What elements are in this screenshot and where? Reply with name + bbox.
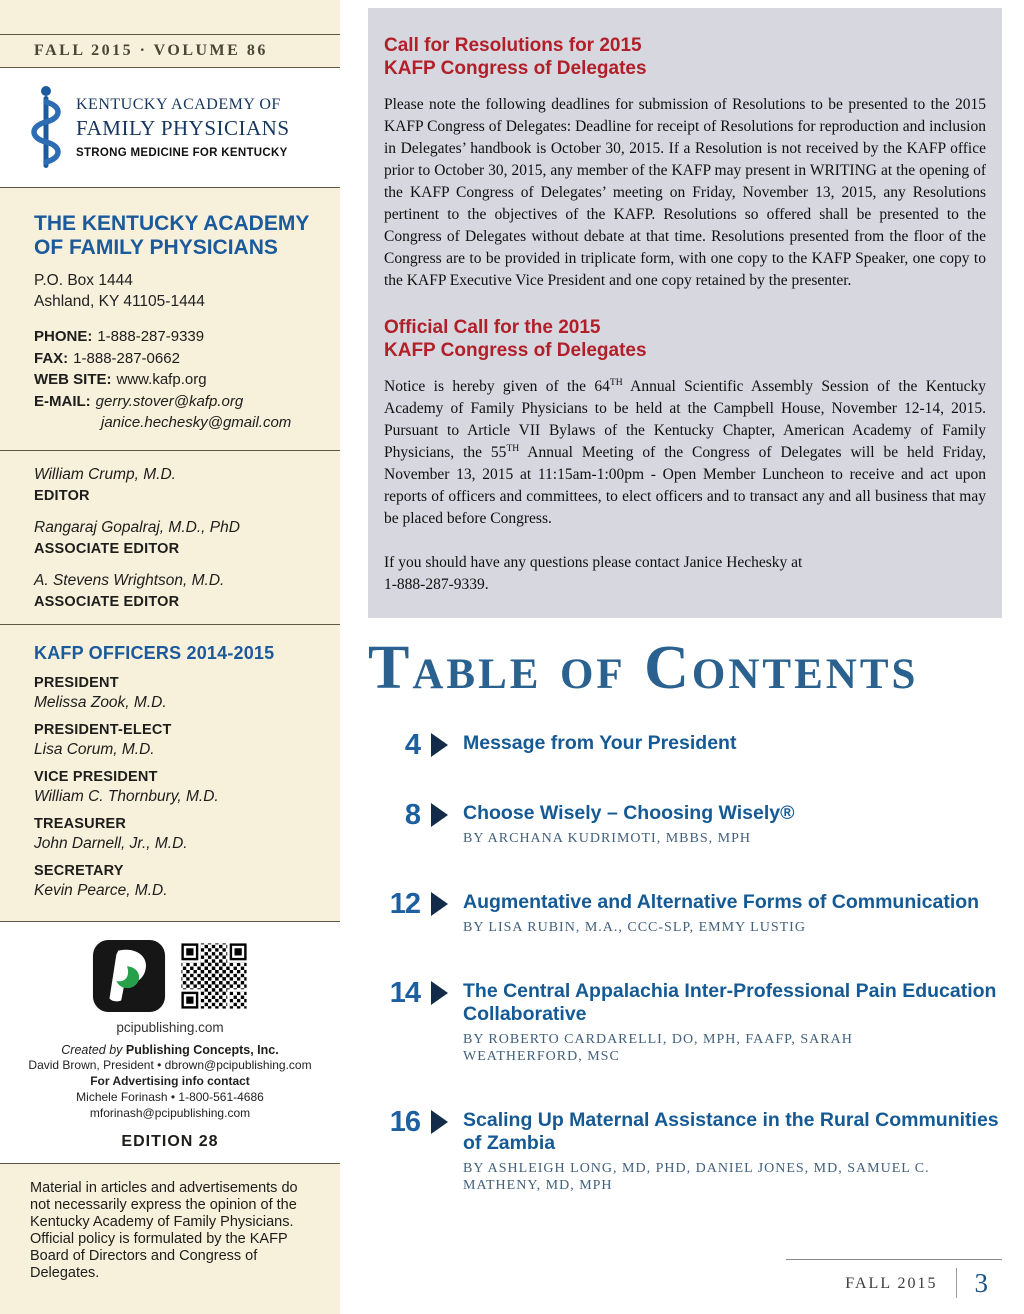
contact-value: 1-888-287-9339 — [97, 328, 205, 345]
toc-entry-body — [463, 980, 1002, 1065]
resolutions-notice-box — [368, 8, 1002, 618]
official-call-heading — [384, 316, 986, 362]
advertising-contact: Michele Forinash • 1-800-561-4686 — [76, 1089, 264, 1104]
toc-entry-title: Scaling Up Maternal Assistance in the Rural Communities of Zambia — [463, 1109, 999, 1154]
contact-row — [34, 326, 310, 348]
editor-name: Rangaraj Gopalraj, M.D., PhD — [34, 518, 240, 536]
heading-line1: Call for Resolutions for 2015 — [384, 35, 642, 56]
logo-name-line2: FAMILY PHYSICIANS — [76, 116, 290, 140]
editor-role: ASSOCIATE EDITOR — [34, 540, 180, 557]
arrow-right-icon — [431, 1110, 448, 1134]
editor-role: EDITOR — [34, 487, 90, 504]
toc-entry-body — [463, 1109, 1002, 1194]
officer-name: Lisa Corum, M.D. — [34, 740, 155, 758]
toc-entry-authors: BY ARCHANA KUDRIMOTI, MBBS, MPH — [463, 831, 751, 846]
officer-name: John Darnell, Jr., M.D. — [34, 834, 188, 852]
contact-list — [34, 326, 310, 434]
footer-issue-label: FALL 2015 — [845, 1275, 938, 1292]
pci-publishing-logo-icon — [91, 938, 167, 1014]
toc-entry-title: Choose Wisely – Choosing Wisely® — [463, 802, 795, 824]
org-address — [34, 270, 310, 312]
footer-page-number: 3 — [974, 1268, 988, 1298]
advertising-email: mforinash@pcipublishing.com — [89, 1105, 251, 1120]
officer-name: Melissa Zook, M.D. — [34, 693, 167, 711]
editor-name: A. Stevens Wrightson, M.D. — [34, 571, 225, 589]
official-call-paragraph: Notice is hereby given of the 64TH Annual Scientific Assembly Session of the Kentucky Academy of Family Physicians to be held at the Campbell House, November 12-14, 2015. Pursuant to Article VII Bylaws of the Kentucky Chapter, American Academy of Family Physicians, the 55TH Annual Meeting of the Congress of Delegates will be held Friday, November 13, 2015 at 11:15am-1:00pm - Open Member Luncheon to receive and act upon reports of officers and committees, to elect officers and to transact any and all business that may be placed before Congress. — [384, 376, 987, 527]
toc-entry-title: Augmentative and Alternative Forms of Communication — [463, 891, 980, 913]
toc-entry-authors: BY ASHLEIGH LONG, MD, PHD, DANIEL JONES, MD, SAMUEL C. MATHENY, MD, MPH — [463, 1161, 930, 1193]
publisher-logos — [10, 938, 330, 1014]
editor-entry — [34, 518, 310, 559]
toc-page-number: 8 — [404, 799, 420, 831]
officer-entry — [34, 768, 310, 807]
officer-role: VICE PRESIDENT — [34, 768, 158, 785]
arrow-right-icon — [431, 981, 448, 1005]
issue-volume-line: FALL 2015 · VOLUME 86 — [34, 42, 268, 59]
divider — [0, 624, 340, 625]
publisher-website: pcipublishing.com — [116, 1019, 224, 1035]
toc-entry-body — [463, 891, 979, 936]
page-footer — [786, 1259, 1002, 1298]
toc-entry[interactable] — [378, 1106, 1002, 1194]
contact-label: FAX: — [34, 349, 69, 367]
contact-row — [34, 369, 310, 391]
arrow-right-icon — [431, 803, 448, 827]
officer-entry — [34, 862, 310, 901]
toc-page-number: 12 — [389, 888, 420, 920]
toc-entry-body — [463, 732, 736, 755]
toc-page-number: 14 — [389, 977, 420, 1009]
contact-row — [34, 348, 310, 370]
publisher-created-by — [10, 1043, 330, 1057]
publisher-box — [0, 921, 340, 1164]
editor-name: William Crump, M.D. — [34, 465, 176, 483]
toc-entry-authors: BY ROBERTO CARDARELLI, DO, MPH, FAAFP, SARAH WEATHERFORD, MSC — [463, 1032, 853, 1064]
toc-entry[interactable] — [378, 729, 1002, 761]
contact-value: 1-888-287-0662 — [73, 349, 180, 367]
toc-entry[interactable] — [378, 977, 1002, 1065]
officer-entry — [34, 674, 310, 713]
resolutions-paragraph: Please note the following deadlines for submission of Resolutions to be presented to the 2015 KAFP Congress of Delegates: Deadline for receipt of Resolutions for reproduction and inclusion in Delegates’ handbook is October 30, 2015. If a Resolution is not received by the KAFP office prior to October 30, 2015, any member of the KAFP may present in WRITING at the opening of the KAFP Congress of Delegates’ meeting on Friday, November 13, 2015, any Resolutions pertinent to the objectives of the KAFP. Resolutions so offered shall be presented to the Congress of Delegates without debate at that time. Resolutions presented from the floor of the Congress are to be provided in triplicate form, with one copy to the KAFP Speaker, one copy to the KAFP Executive Vice President and one copy retained by the presenter. — [384, 96, 986, 289]
officers-list — [34, 674, 310, 901]
officers-heading: KAFP OFFICERS 2014-2015 — [34, 642, 275, 663]
contact-note-line1: If you should have any questions please contact Janice Hechesky at — [384, 554, 803, 571]
officer-entry — [34, 721, 310, 760]
edition-label: EDITION 28 — [121, 1132, 219, 1150]
officer-name: Kevin Pearce, M.D. — [34, 881, 168, 899]
contact-value: gerry.stover@kafp.org — [95, 392, 244, 410]
call-for-resolutions-heading — [384, 34, 986, 80]
heading-line1: Official Call for the 2015 — [384, 317, 601, 338]
officer-role: TREASURER — [34, 815, 127, 832]
arrow-right-icon — [431, 892, 448, 916]
toc-entry-title: The Central Appalachia Inter-Professional Pain Education Collaborative — [463, 980, 997, 1025]
main-column — [368, 0, 1002, 1194]
contact-label: WEB SITE: — [34, 371, 112, 388]
toc-entry[interactable] — [378, 888, 1002, 936]
arrow-right-icon — [431, 733, 448, 757]
contact-label: E-MAIL: — [34, 392, 91, 410]
publisher-president-line: David Brown, President • dbrown@pcipublishing.com — [28, 1057, 312, 1072]
editors-list — [34, 465, 310, 612]
officer-name: William C. Thornbury, M.D. — [34, 787, 219, 805]
sidebar — [0, 0, 340, 1314]
officer-role: PRESIDENT-ELECT — [34, 721, 172, 738]
toc-page-number: 16 — [389, 1106, 420, 1138]
contact-label: PHONE: — [34, 328, 93, 345]
officer-role: PRESIDENT — [34, 674, 119, 691]
toc-page-number: 4 — [404, 729, 420, 761]
kafp-logo — [0, 68, 340, 188]
officer-role: SECRETARY — [34, 862, 124, 879]
toc-entry[interactable] — [378, 799, 1002, 847]
contact-value: www.kafp.org — [116, 371, 207, 388]
address-line1: P.O. Box 1444 — [34, 272, 133, 289]
contact-note-line2: 1-888-287-9339. — [384, 576, 489, 593]
footer-divider — [956, 1268, 957, 1298]
contact-note — [384, 552, 986, 596]
heading-line2: KAFP Congress of Delegates — [384, 340, 647, 361]
table-of-contents-title: Table of Contents — [368, 634, 919, 702]
address-line2: Ashland, KY 41105-1444 — [34, 293, 205, 310]
editor-role: ASSOCIATE EDITOR — [34, 593, 180, 610]
toc-entry-body — [463, 802, 795, 847]
logo-tagline: STRONG MEDICINE FOR KENTUCKY — [76, 147, 288, 159]
logo-name-line1: KENTUCKY ACADEMY OF — [76, 96, 281, 113]
divider — [0, 450, 340, 451]
qr-code-icon — [179, 941, 249, 1011]
created-by-name: Publishing Concepts, Inc. — [125, 1042, 279, 1057]
toc-entry-title: Message from Your President — [463, 732, 737, 754]
officer-entry — [34, 815, 310, 854]
caduceus-icon — [26, 84, 66, 172]
toc-entry-authors: BY LISA RUBIN, M.A., CCC-SLP, EMMY LUSTIG — [463, 920, 806, 935]
editor-entry — [34, 571, 310, 612]
contact-row — [96, 412, 310, 434]
heading-line2: KAFP Congress of Delegates — [384, 58, 647, 79]
editor-entry — [34, 465, 310, 506]
logo-text — [76, 96, 290, 159]
contact-row — [34, 391, 310, 413]
contact-value: janice.hechesky@gmail.com — [101, 414, 292, 431]
advertising-label: For Advertising info contact — [90, 1073, 250, 1088]
created-by-prefix: Created by — [61, 1042, 126, 1057]
disclaimer-text: Material in articles and advertisements do not necessarily express the opinion of the Kentucky Academy of Family Physicians. Official policy is formulated by the KAFP Board of Directors and Congress of Delegates. — [30, 1179, 298, 1281]
toc-entries — [378, 729, 1002, 1194]
org-title: THE KENTUCKY ACADEMY OF FAMILY PHYSICIANS — [34, 212, 309, 259]
